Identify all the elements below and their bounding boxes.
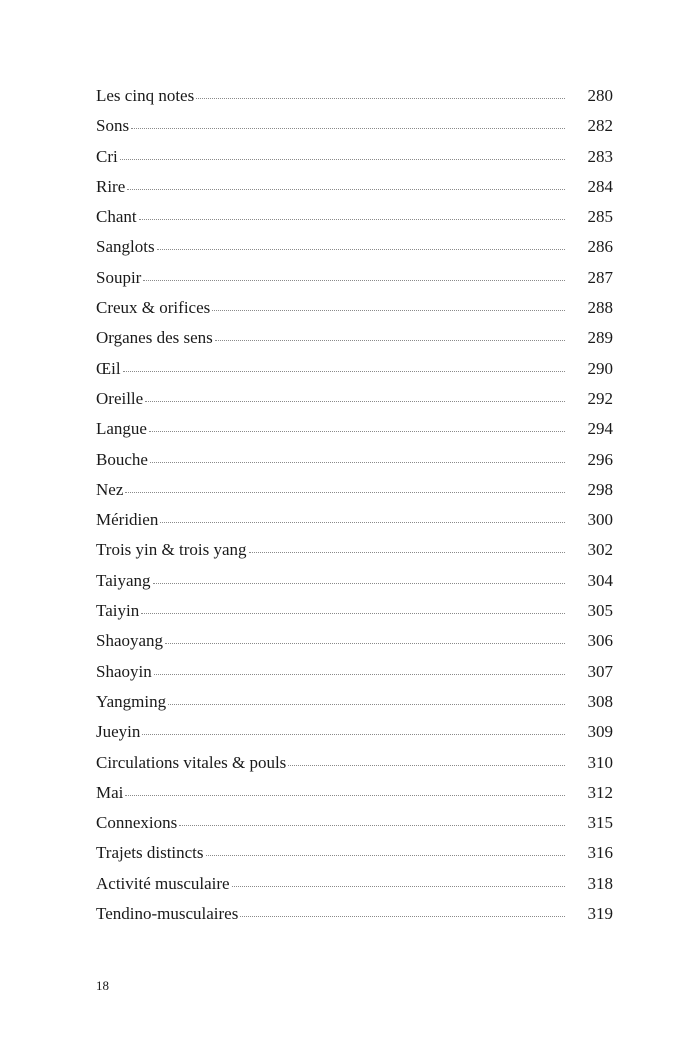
dot-leader bbox=[149, 431, 565, 432]
toc-entry bbox=[96, 780, 613, 810]
dot-leader bbox=[150, 462, 565, 463]
toc-entry-page: 284 bbox=[587, 176, 613, 196]
toc-entry-page: 289 bbox=[587, 328, 613, 348]
toc-entry-page: 282 bbox=[587, 116, 613, 136]
toc-entry bbox=[96, 325, 613, 355]
toc-entry bbox=[96, 144, 613, 174]
toc-entry bbox=[96, 113, 613, 143]
toc-entry-page: 292 bbox=[587, 388, 613, 408]
toc-entry-page: 287 bbox=[587, 267, 613, 287]
toc-entry-page: 304 bbox=[587, 570, 613, 590]
toc-entry bbox=[96, 507, 613, 537]
toc-entry-title: Trois yin & trois yang bbox=[96, 540, 247, 560]
toc-entry-page: 318 bbox=[587, 873, 613, 893]
toc-entry-title: Activité musculaire bbox=[96, 873, 230, 893]
toc-entry-title: Sanglots bbox=[96, 237, 155, 257]
toc-entry-page: 310 bbox=[587, 752, 613, 772]
dot-leader bbox=[232, 886, 565, 887]
dot-leader bbox=[179, 825, 565, 826]
dot-leader bbox=[120, 159, 565, 160]
toc-entry bbox=[96, 356, 613, 386]
toc-entry-page: 290 bbox=[587, 358, 613, 378]
toc-entry-page: 315 bbox=[587, 813, 613, 833]
toc-entry bbox=[96, 295, 613, 325]
dot-leader bbox=[196, 98, 565, 99]
toc-entry-title: Oreille bbox=[96, 388, 144, 408]
toc-entry-page: 285 bbox=[587, 207, 613, 227]
dot-leader bbox=[165, 643, 565, 644]
toc-entry-title: Circulations vitales & pouls bbox=[96, 752, 287, 772]
toc-entry-page: 305 bbox=[587, 601, 613, 621]
page-number: 18 bbox=[96, 978, 109, 993]
toc-entry-title: Shaoyin bbox=[96, 661, 152, 681]
dot-leader bbox=[125, 492, 565, 493]
toc-entry-title: Langue bbox=[96, 419, 147, 439]
dot-leader bbox=[143, 280, 565, 281]
dot-leader bbox=[131, 128, 565, 129]
toc-entry bbox=[96, 386, 613, 416]
toc-entry-page: 296 bbox=[587, 449, 613, 469]
toc-entry bbox=[96, 840, 613, 870]
toc-entry bbox=[96, 265, 613, 295]
toc-entry-title: Tendino-musculaires bbox=[96, 904, 239, 924]
toc-entry bbox=[96, 174, 613, 204]
dot-leader bbox=[215, 340, 565, 341]
dot-leader bbox=[145, 401, 565, 402]
toc-entry bbox=[96, 628, 613, 658]
toc-entry-title: Jueyin bbox=[96, 722, 141, 742]
toc-entry bbox=[96, 810, 613, 840]
toc-entry-title: Méridien bbox=[96, 510, 159, 530]
toc-entry bbox=[96, 719, 613, 749]
toc-entry-page: 294 bbox=[587, 419, 613, 439]
toc-entry-title: Organes des sens bbox=[96, 328, 213, 348]
toc-entry-title: Yangming bbox=[96, 691, 167, 711]
dot-leader bbox=[160, 522, 565, 523]
dot-leader bbox=[153, 583, 565, 584]
toc-entry-title: Shaoyang bbox=[96, 631, 164, 651]
toc-entry-page: 308 bbox=[587, 691, 613, 711]
toc-entry-title: Taiyin bbox=[96, 601, 140, 621]
toc-entry bbox=[96, 871, 613, 901]
toc-entry-title: Mai bbox=[96, 782, 124, 802]
dot-leader bbox=[288, 765, 565, 766]
dot-leader bbox=[127, 189, 565, 190]
toc-entry bbox=[96, 901, 613, 931]
dot-leader bbox=[154, 674, 565, 675]
toc-entry-page: 319 bbox=[587, 904, 613, 924]
toc-entry-page: 288 bbox=[587, 298, 613, 318]
dot-leader bbox=[157, 249, 565, 250]
toc-entry-page: 302 bbox=[587, 540, 613, 560]
toc-entry bbox=[96, 234, 613, 264]
toc-entry-title: Bouche bbox=[96, 449, 148, 469]
toc-entry-title: Œil bbox=[96, 358, 121, 378]
toc-entry-page: 298 bbox=[587, 479, 613, 499]
toc-entry-page: 280 bbox=[587, 86, 613, 105]
toc-entry bbox=[96, 568, 613, 598]
toc-entry-title: Nez bbox=[96, 479, 124, 499]
toc-entry-title: Les cinq notes bbox=[96, 86, 195, 105]
dot-leader bbox=[168, 704, 565, 705]
toc-entry bbox=[96, 83, 613, 113]
dot-leader bbox=[125, 795, 565, 796]
toc-entry-page: 306 bbox=[587, 631, 613, 651]
toc-entry bbox=[96, 750, 613, 780]
dot-leader bbox=[240, 916, 565, 917]
table-of-contents bbox=[96, 83, 613, 931]
toc-entry-title: Rire bbox=[96, 176, 126, 196]
toc-entry-page: 307 bbox=[587, 661, 613, 681]
toc-entry-page: 300 bbox=[587, 510, 613, 530]
dot-leader bbox=[123, 371, 565, 372]
toc-entry bbox=[96, 537, 613, 567]
dot-leader bbox=[142, 734, 565, 735]
toc-entry-title: Trajets distincts bbox=[96, 843, 204, 863]
dot-leader bbox=[249, 552, 565, 553]
toc-entry bbox=[96, 477, 613, 507]
dot-leader bbox=[139, 219, 565, 220]
toc-entry-page: 286 bbox=[587, 237, 613, 257]
toc-entry bbox=[96, 689, 613, 719]
toc-entry-title: Creux & orifices bbox=[96, 298, 211, 318]
toc-entry bbox=[96, 416, 613, 446]
toc-entry-title: Cri bbox=[96, 146, 118, 166]
toc-entry-page: 283 bbox=[587, 146, 613, 166]
toc-entry bbox=[96, 204, 613, 234]
toc-entry bbox=[96, 659, 613, 689]
dot-leader bbox=[141, 613, 565, 614]
toc-entry-page: 309 bbox=[587, 722, 613, 742]
toc-entry-title: Connexions bbox=[96, 813, 178, 833]
toc-entry-title: Sons bbox=[96, 116, 130, 136]
toc-entry-title: Chant bbox=[96, 207, 137, 227]
toc-entry bbox=[96, 598, 613, 628]
dot-leader bbox=[206, 855, 565, 856]
toc-entry-page: 312 bbox=[587, 782, 613, 802]
toc-entry bbox=[96, 447, 613, 477]
dot-leader bbox=[212, 310, 565, 311]
toc-entry-title: Soupir bbox=[96, 267, 142, 287]
toc-entry-page: 316 bbox=[587, 843, 613, 863]
toc-entry-title: Taiyang bbox=[96, 570, 151, 590]
